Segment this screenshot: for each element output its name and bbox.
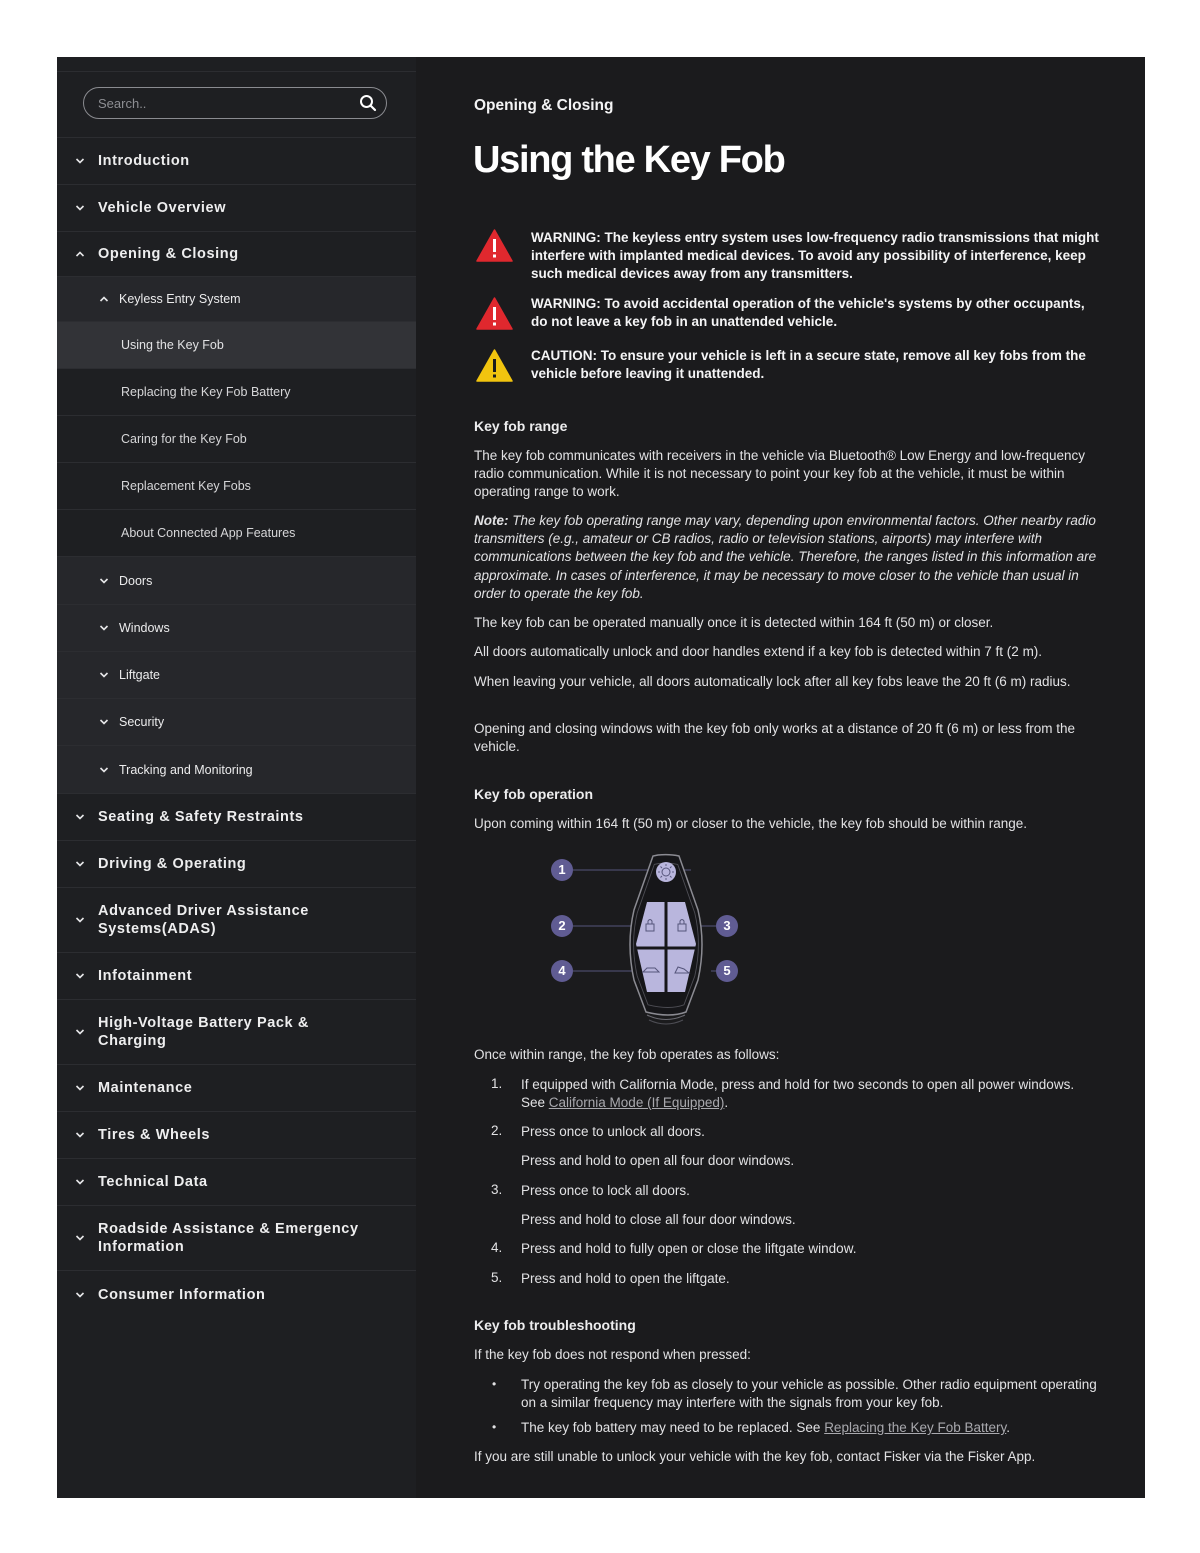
nav-item-hv-battery[interactable] bbox=[57, 1000, 416, 1065]
nav-item-seating[interactable] bbox=[57, 794, 416, 841]
nav-item-maintenance[interactable] bbox=[57, 1065, 416, 1112]
nav-item-label: Maintenance bbox=[98, 1080, 193, 1096]
chevron-down-icon bbox=[75, 1130, 85, 1140]
section-heading-troubleshooting: Key fob troubleshooting bbox=[474, 1317, 636, 1333]
nav-item-driving[interactable] bbox=[57, 841, 416, 888]
nav-item-introduction[interactable] bbox=[57, 138, 416, 185]
callout-badge-4: 4 bbox=[551, 960, 573, 982]
paragraph: When leaving your vehicle, all doors automatically lock after all key fobs leave the 20 ft (6 m) radius. bbox=[474, 674, 1071, 689]
nav-item-label: Infotainment bbox=[98, 968, 193, 984]
nav-item-connected-app[interactable] bbox=[57, 510, 416, 557]
nav-tree bbox=[57, 138, 416, 1318]
paragraph: Upon coming within 164 ft (50 m) or closer to the vehicle, the key fob should be within range. bbox=[474, 816, 1028, 831]
nav-item-label: Keyless Entry System bbox=[119, 292, 241, 306]
paragraph: All doors automatically unlock and door handles extend if a key fob is detected within 7 ft (2 m). bbox=[474, 644, 1043, 659]
chevron-down-icon bbox=[75, 203, 85, 213]
paragraph: If you are still unable to unlock your vehicle with the key fob, contact Fisker via the Fisker App. bbox=[474, 1449, 1036, 1464]
list-number: 2. bbox=[491, 1123, 503, 1138]
nav-item-opening-closing[interactable] bbox=[57, 232, 416, 277]
chevron-down-icon bbox=[75, 915, 85, 925]
bullet: • bbox=[492, 1420, 497, 1434]
nav-item-label: Tracking and Monitoring bbox=[119, 762, 253, 777]
nav-item-label: Opening & Closing bbox=[98, 246, 239, 262]
list-item: Press once to lock all doors. bbox=[521, 1183, 690, 1198]
nav-item-adas[interactable] bbox=[57, 888, 416, 953]
nav-item-label: About Connected App Features bbox=[121, 526, 296, 540]
list-item: Press and hold to fully open or close the liftgate window. bbox=[521, 1241, 857, 1256]
list-item-text: . bbox=[724, 1095, 729, 1111]
nav-item-vehicle-overview[interactable] bbox=[57, 185, 416, 232]
nav-item-tracking[interactable] bbox=[57, 746, 416, 794]
alert-text: CAUTION: To ensure your vehicle is left in a secure state, remove all key fobs from the vehicle before leaving it unattended. bbox=[531, 348, 1086, 381]
page-title: Using the Key Fob bbox=[473, 139, 785, 181]
list-item-text: If equipped with California Mode, press and hold for two seconds to open all power windows. See bbox=[521, 1077, 1075, 1111]
paragraph: Once within range, the key fob operates as follows: bbox=[474, 1047, 780, 1062]
nav-item-label: Driving & Operating bbox=[98, 856, 247, 872]
callout-badge-2: 2 bbox=[551, 915, 573, 937]
paragraph: The key fob can be operated manually once it is detected within 164 ft (50 m) or closer. bbox=[474, 615, 994, 630]
key-fob-illustration bbox=[551, 852, 743, 1027]
breadcrumb: Opening & Closing bbox=[474, 97, 614, 114]
search-icon[interactable] bbox=[359, 94, 377, 112]
paragraph: The key fob communicates with receivers in the vehicle via Bluetooth® Low Energy and low-frequency radio communication. While it is not necessary to point your key fob at the vehicle, it must be within operating range to work. bbox=[474, 448, 1086, 500]
nav-item-label: Liftgate bbox=[119, 668, 161, 682]
callout-badge-1: 1 bbox=[551, 859, 573, 881]
list-item-text: The key fob battery may need to be replaced. See bbox=[521, 1420, 825, 1435]
chevron-down-icon bbox=[75, 1177, 85, 1187]
nav-item-roadside[interactable] bbox=[57, 1206, 416, 1271]
chevron-down-icon bbox=[75, 1233, 85, 1243]
nav-item-label: Introduction bbox=[98, 153, 190, 169]
replacing-battery-link[interactable]: Replacing the Key Fob Battery bbox=[824, 1420, 1007, 1435]
steps-list bbox=[474, 1076, 1114, 1286]
chevron-down-icon bbox=[75, 859, 85, 869]
chevron-down-icon bbox=[75, 1290, 85, 1300]
chevron-down-icon bbox=[75, 156, 85, 166]
nav-item-liftgate[interactable] bbox=[57, 652, 416, 699]
paragraph: Opening and closing windows with the key fob only works at a distance of 20 ft (6 m) or less from the vehicle. bbox=[474, 721, 1076, 755]
note-text: The key fob operating range may vary, depending upon environmental factors. Other nearby radio transmitters (e.g., amateur or CB radios, radio or television stations, airports) may interfere with communications between the key fob and the vehicle. Therefore, the ranges listed in this information are approximate. In cases of interference, it may be necessary to move closer to the vehicle than usual in order to operate the key fob. bbox=[474, 513, 1097, 601]
nav-item-windows[interactable] bbox=[57, 605, 416, 652]
nav-item-label: Vehicle Overview bbox=[98, 200, 227, 216]
chevron-up-icon bbox=[99, 294, 109, 304]
nav-item-consumer[interactable] bbox=[57, 1271, 416, 1318]
chevron-up-icon bbox=[75, 249, 85, 259]
app-frame bbox=[57, 57, 1145, 1498]
nav-item-label: Seating & Safety Restraints bbox=[98, 809, 304, 825]
list-number: 4. bbox=[491, 1240, 503, 1255]
nav-item-label: Windows bbox=[119, 621, 170, 635]
nav-item-label: High-Voltage Battery Pack & Charging bbox=[98, 1015, 309, 1049]
chevron-down-icon bbox=[99, 670, 109, 680]
nav-item-label: Doors bbox=[119, 573, 153, 588]
nav-item-label: Advanced Driver Assistance Systems(ADAS) bbox=[98, 903, 309, 937]
section-heading-operation: Key fob operation bbox=[474, 786, 594, 802]
paragraph: If the key fob does not respond when pressed: bbox=[474, 1347, 751, 1362]
nav-item-infotainment[interactable] bbox=[57, 953, 416, 1000]
list-item bbox=[521, 1419, 1101, 1437]
list-item: Press once to unlock all doors. bbox=[521, 1124, 705, 1139]
nav-item-label: Consumer Information bbox=[98, 1286, 266, 1303]
chevron-down-icon bbox=[99, 623, 109, 633]
list-item-text: . bbox=[1006, 1420, 1011, 1435]
section-heading-range: Key fob range bbox=[474, 418, 568, 434]
chevron-down-icon bbox=[75, 1027, 85, 1037]
nav-item-keyless-entry[interactable] bbox=[57, 277, 416, 322]
nav-item-technical[interactable] bbox=[57, 1159, 416, 1206]
search-input[interactable] bbox=[96, 88, 350, 119]
list-number: 5. bbox=[491, 1270, 503, 1285]
nav-item-label: Caring for the Key Fob bbox=[121, 432, 247, 446]
warning-icon bbox=[476, 297, 513, 330]
divider bbox=[57, 71, 416, 72]
list-item-sub: Press and hold to open all four door windows. bbox=[521, 1153, 795, 1168]
nav-item-label: Tires & Wheels bbox=[98, 1127, 211, 1143]
note-label: Note: bbox=[474, 513, 509, 528]
california-mode-link[interactable]: California Mode (If Equipped) bbox=[548, 1095, 725, 1111]
list-item: Press and hold to open the liftgate. bbox=[521, 1271, 730, 1286]
nav-item-replacement-fobs[interactable] bbox=[57, 463, 416, 510]
nav-item-label: Using the Key Fob bbox=[121, 338, 224, 352]
search-box bbox=[83, 87, 387, 119]
callout-badge-3: 3 bbox=[716, 915, 738, 937]
chevron-down-icon bbox=[99, 765, 109, 775]
list-item: Try operating the key fob as closely to your vehicle as possible. Other radio equipment operating on a similar frequency may interfere with the signals from your key fob. bbox=[521, 1377, 1097, 1411]
main-content bbox=[473, 57, 1145, 1498]
callout-badge-5: 5 bbox=[716, 960, 738, 982]
key-fob-diagram bbox=[551, 852, 743, 1027]
list-item bbox=[521, 1076, 1101, 1112]
list-number: 3. bbox=[491, 1182, 503, 1197]
chevron-down-icon bbox=[75, 971, 85, 981]
chevron-down-icon bbox=[75, 1083, 85, 1093]
nav-item-replacing-battery[interactable] bbox=[57, 369, 416, 416]
chevron-down-icon bbox=[75, 812, 85, 822]
nav-item-label: Replacing the Key Fob Battery bbox=[121, 385, 291, 399]
list-item-sub: Press and hold to close all four door windows. bbox=[521, 1212, 796, 1227]
list-number: 1. bbox=[491, 1076, 503, 1091]
nav-item-tires[interactable] bbox=[57, 1112, 416, 1159]
alert-text: WARNING: To avoid accidental operation of the vehicle's systems by other occupants, do not leave a key fob in an unattended vehicle. bbox=[531, 296, 1085, 329]
nav-item-label: Technical Data bbox=[98, 1174, 208, 1190]
bullet: • bbox=[492, 1377, 497, 1391]
nav-item-label: Security bbox=[119, 715, 165, 729]
troubleshooting-list bbox=[474, 1376, 1114, 1440]
note bbox=[474, 512, 1106, 603]
nav-item-using-key-fob[interactable] bbox=[57, 322, 416, 369]
nav-item-security[interactable] bbox=[57, 699, 416, 746]
caution-icon bbox=[476, 349, 513, 382]
nav-item-label: Replacement Key Fobs bbox=[121, 479, 251, 493]
chevron-down-icon bbox=[99, 717, 109, 727]
chevron-down-icon bbox=[99, 576, 109, 586]
nav-item-doors[interactable] bbox=[57, 557, 416, 605]
nav-item-label: Roadside Assistance & Emergency Information bbox=[98, 1221, 359, 1255]
warning-icon bbox=[476, 229, 513, 262]
nav-item-caring[interactable] bbox=[57, 416, 416, 463]
alert-text: WARNING: The keyless entry system uses low-frequency radio transmissions that might interfere with implanted medical devices. To avoid any possibility of interference, keep such medical devices away from any transmitters. bbox=[531, 230, 1099, 281]
sidebar bbox=[57, 57, 416, 1498]
